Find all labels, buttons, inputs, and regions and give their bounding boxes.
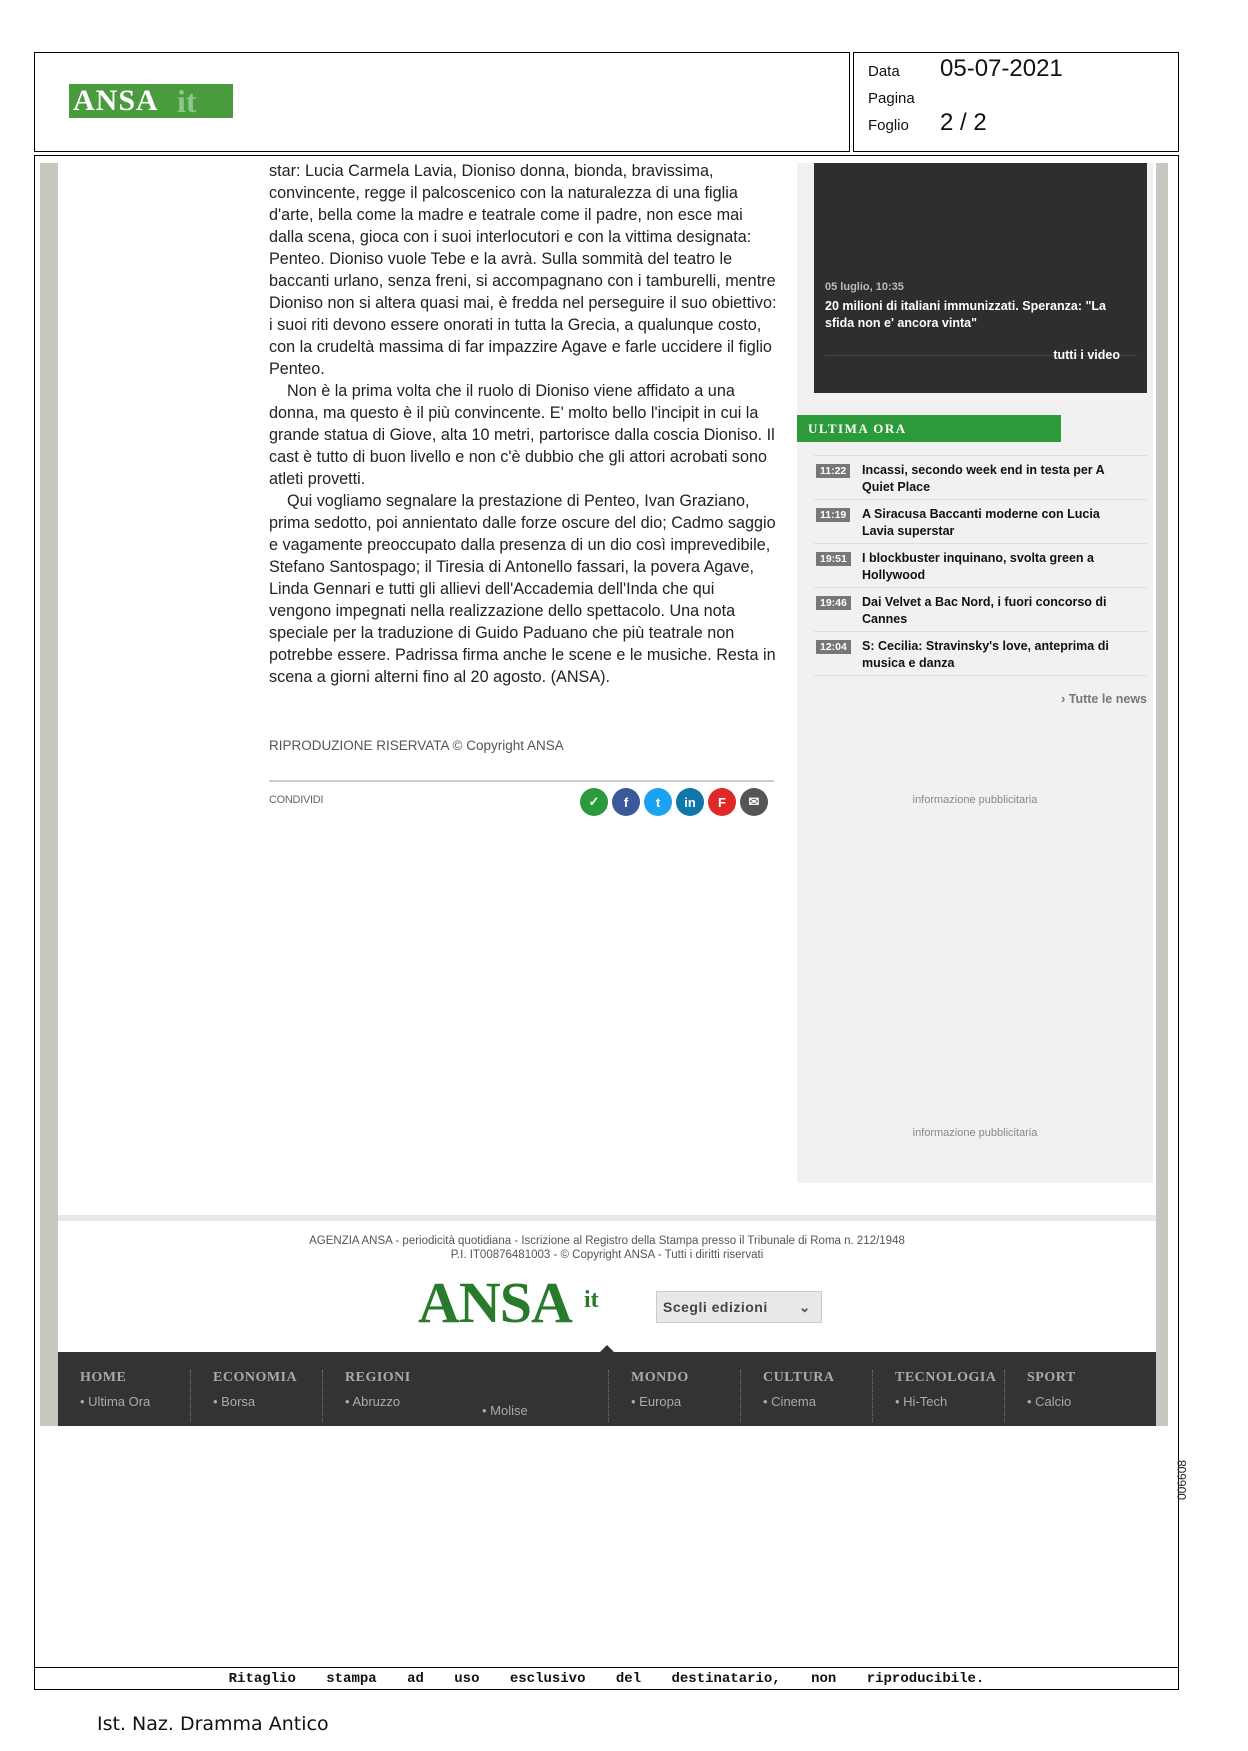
nav-heading[interactable]: TECNOLOGIA [895, 1370, 997, 1385]
news-time: 19:51 [816, 552, 851, 566]
nav-col-sport [1004, 1370, 1150, 1422]
flipboard-icon[interactable]: F [708, 788, 736, 816]
ansa-logo [69, 84, 233, 118]
news-title[interactable]: S: Cecilia: Stravinsky's love, anteprima di musica e danza [862, 639, 1109, 670]
nav-col-cultura [740, 1370, 871, 1422]
like-icon[interactable]: ✓ [580, 788, 608, 816]
foglio-value: 2 / 2 [940, 109, 987, 136]
nav-link[interactable]: • Abruzzo [345, 1394, 401, 1409]
article-paragraph: Non è la prima volta che il ruolo di Dioniso viene affidato a una donna, ma questo è il più convincente. E' molto bello l'incipit in cui la grande statua di Giove, alta 10 metri, partorisce dalla coscia Dioniso. Il cast è tutto di buon livello e non c'è dubbio che gli attori acrobati sono atleti provetti. [269, 382, 775, 488]
facebook-icon[interactable]: f [612, 788, 640, 816]
news-item[interactable] [814, 587, 1147, 631]
news-time: 12:04 [816, 640, 851, 654]
nav-col-regioni [322, 1370, 603, 1422]
clipping-notice: Ritaglio stampa ad uso esclusivo del destinatario, non riproducibile. [34, 1667, 1179, 1691]
left-margin-strip [40, 163, 58, 1426]
nav-notch [597, 1345, 617, 1355]
nav-col-home [58, 1370, 188, 1422]
nav-col-mondo [608, 1370, 739, 1422]
news-title[interactable]: Dai Velvet a Bac Nord, i fuori concorso di Cannes [862, 595, 1107, 626]
news-divider [814, 675, 1147, 677]
client-name: Ist. Naz. Dramma Antico [97, 1713, 329, 1735]
ultima-ora-heading: ULTIMA ORA [797, 415, 1061, 442]
share-label: CONDIVIDI [269, 794, 324, 806]
nav-heading[interactable]: REGIONI [345, 1370, 411, 1385]
logo-text: ANSA [73, 84, 159, 117]
article-body [269, 160, 779, 688]
footer-line: P.I. IT00876481003 - © Copyright ANSA - Tutti i diritti riservati [450, 1249, 764, 1261]
foglio-label: Foglio [868, 117, 909, 134]
nav-col-economia [190, 1370, 321, 1422]
article-paragraph: star: Lucia Carmela Lavia, Dioniso donna, bionda, bravissima, convincente, regge il palcoscenico con la naturalezza di una figlia d'arte, bella come la madre e teatrale come il padre, non esce mai dalla scena, gioca con i suoi interlocutori e con la vittima designata: Penteo. Dioniso vuole Tebe e la avrà. Sulla sommità del teatro le baccanti urlano, senza freni, si accompagnano con i tamburelli, mentre Dioniso non si altera quasi mai, è fredda nel perseguire il suo obiettivo: i suoi riti devono essere onorati in tutta la Grecia, a qualunque costo, con la crudeltà massima di far impazzire Agave e farle uccidere il figlio Penteo. [269, 162, 777, 378]
logo-suffix: it [177, 83, 197, 119]
document-code: 006608 [1175, 1459, 1189, 1500]
all-videos-link[interactable]: tutti i video [1053, 348, 1120, 362]
nav-heading[interactable]: HOME [80, 1370, 127, 1385]
video-title[interactable]: 20 milioni di italiani immunizzati. Speranza: "La sfida non e' ancora vinta" [825, 299, 1106, 330]
footer-logo-suffix: it [584, 1287, 599, 1313]
video-date: 05 luglio, 10:35 [825, 281, 904, 293]
edition-select[interactable] [656, 1291, 822, 1323]
email-icon[interactable]: ✉ [740, 788, 768, 816]
footer-legal [58, 1234, 1156, 1262]
nav-heading[interactable]: MONDO [631, 1370, 689, 1385]
footer-line: AGENZIA ANSA - periodicità quotidiana - Iscrizione al Registro della Stampa presso il Tribunale di Roma n. 212/1948 [309, 1235, 905, 1247]
news-item[interactable] [814, 455, 1147, 499]
news-title[interactable]: Incassi, secondo week end in testa per A Quiet Place [862, 463, 1105, 494]
news-title[interactable]: I blockbuster inquinano, svolta green a Hollywood [862, 551, 1094, 582]
twitter-icon[interactable]: t [644, 788, 672, 816]
ad-label: informazione pubblicitaria [912, 794, 1038, 806]
nav-link[interactable]: • Calcio [1027, 1394, 1072, 1409]
news-item[interactable] [814, 631, 1147, 675]
copyright-notice: RIPRODUZIONE RISERVATA © Copyright ANSA [269, 738, 564, 753]
share-icons [580, 788, 768, 816]
nav-link[interactable]: • Molise [482, 1403, 528, 1418]
pagina-label: Pagina [868, 90, 915, 107]
chevron-down-icon: ⌄ [798, 1299, 811, 1315]
news-list [814, 455, 1147, 677]
nav-heading[interactable]: CULTURA [763, 1370, 835, 1385]
nav-link[interactable]: • Europa [631, 1394, 682, 1409]
footer-logo[interactable] [418, 1270, 599, 1335]
video-box[interactable] [814, 163, 1147, 393]
nav-link[interactable]: • Cinema [763, 1394, 816, 1409]
data-value: 05-07-2021 [940, 55, 1063, 82]
news-title[interactable]: A Siracusa Baccanti moderne con Lucia Lavia superstar [862, 507, 1100, 538]
edition-select-label: Scegli edizioni [663, 1299, 768, 1315]
news-time: 11:22 [816, 464, 850, 478]
news-time: 19:46 [816, 596, 851, 610]
news-time: 11:19 [816, 508, 850, 522]
nav-link[interactable]: • Hi-Tech [895, 1394, 948, 1409]
footer-logo-text: ANSA [418, 1270, 572, 1335]
header-meta-box [853, 52, 1179, 152]
linkedin-icon[interactable]: in [676, 788, 704, 816]
all-news-link[interactable]: › Tutte le news [1061, 692, 1147, 706]
data-label: Data [868, 63, 900, 80]
nav-heading[interactable]: ECONOMIA [213, 1370, 298, 1385]
news-item[interactable] [814, 499, 1147, 543]
share-divider [269, 780, 774, 782]
ad-label: informazione pubblicitaria [912, 1127, 1038, 1139]
nav-link[interactable]: • Borsa [213, 1394, 256, 1409]
nav-link[interactable]: • Ultima Ora [80, 1394, 151, 1409]
header-logo-box [34, 52, 850, 152]
nav-heading[interactable]: SPORT [1027, 1370, 1076, 1385]
article-paragraph: Qui vogliamo segnalare la prestazione di Penteo, Ivan Graziano, prima sedotto, poi annientato dalle forze oscure del dio; Cadmo saggio e vagamente preoccupato dalla presenza di un dio così imprevedibile, Stefano Santospago; il Tiresia di Antonello fassari, la povera Agave, Linda Gennari e tutti gli allievi dell'Accademia dell'Inda che qui vengono impegnati nella realizzazione dello spettacolo. Una nota speciale per la traduzione di Guido Paduano che più teatrale non potrebbe essere. Padrissa firma anche le scene e le musiche. Resta in scena a giorni alterni fino al 20 agosto. (ANSA). [269, 492, 776, 686]
news-item[interactable] [814, 543, 1147, 587]
nav-col-tecnologia [872, 1370, 1003, 1422]
